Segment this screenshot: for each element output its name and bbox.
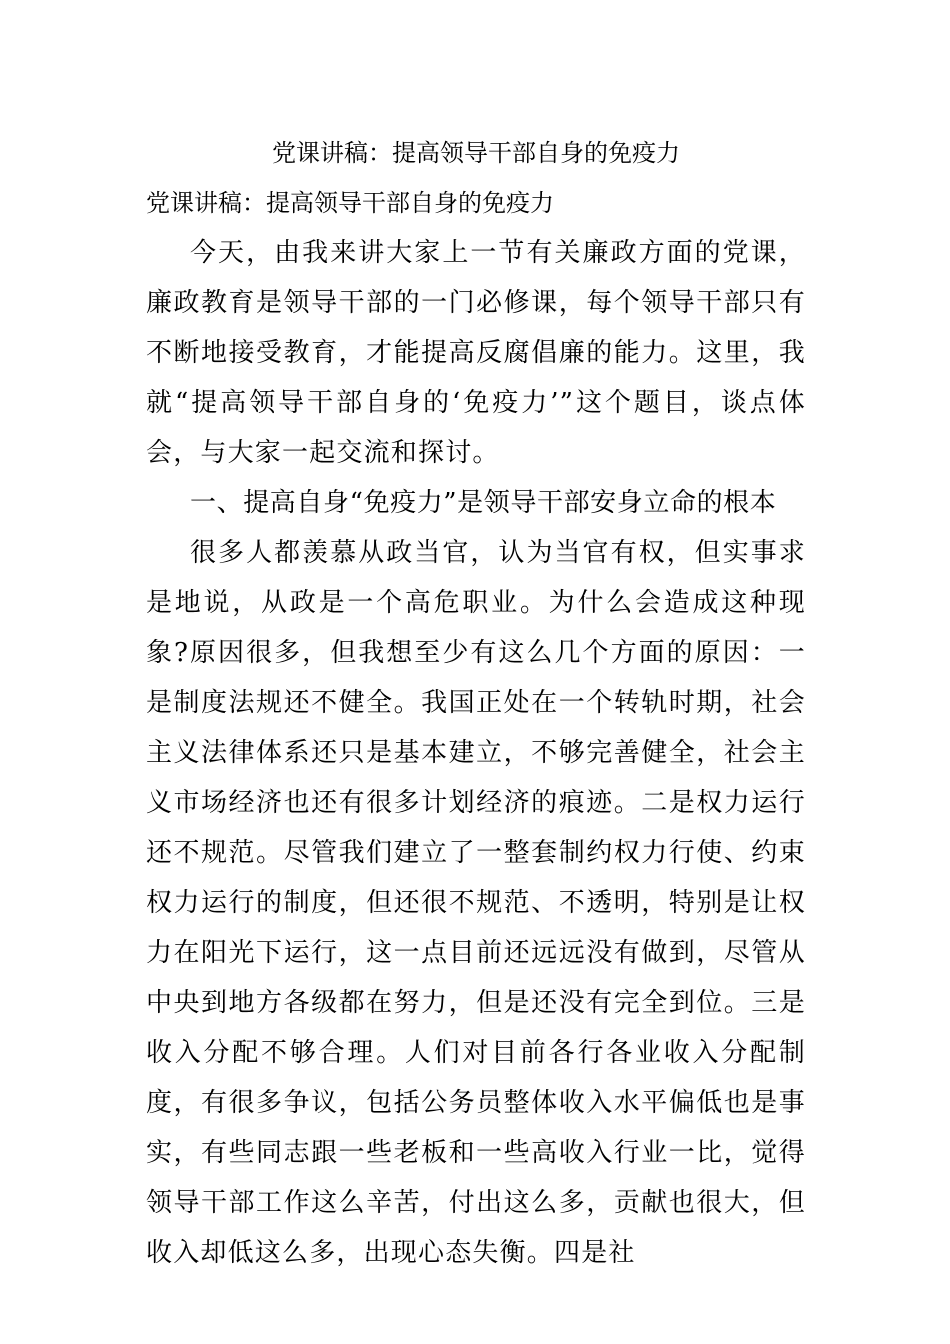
intro-paragraph: 今天，由我来讲大家上一节有关廉政方面的党课，廉政教育是领导干部的一门必修课，每个领导干部只有不断地接受教育，才能提高反腐倡廉的能力。这里，我就“提高领导干部自身的‘免疫力’”这个题目，谈点体会，与大家一起交流和探讨。 — [146, 238, 806, 468]
document-body — [146, 128, 806, 1278]
section-heading: 一、提高自身“免疫力”是领导干部安身立命的根本 — [190, 488, 777, 518]
body-paragraph: 很多人都羡慕从政当官，认为当官有权，但实事求是地说，从政是一个高危职业。为什么会造成这种现象?原因很多，但我想至少有这么几个方面的原因：一是制度法规还不健全。我国正处在一个转轨时期，社会主义法律体系还只是基本建立，不够完善健全，社会主义市场经济也还有很多计划经济的痕迹。二是权力运行还不规范。尽管我们建立了一整套制约权力行使、约束权力运行的制度，但还很不规范、不透明，特别是让权力在阳光下运行，这一点目前还远远没有做到，尽管从中央到地方各级都在努力，但是还没有完全到位。三是收入分配不够合理。人们对目前各行各业收入分配制度，有很多争议，包括公务员整体收入水平偏低也是事实，有些同志跟一些老板和一些高收入行业一比，觉得领导干部工作这么辛苦，付出这么多，贡献也很大，但收入却低这么多，出现心态失衡。四是社 — [146, 538, 806, 1268]
document-subtitle: 党课讲稿：提高领导干部自身的免疫力 — [146, 189, 554, 217]
document-title: 党课讲稿：提高领导干部自身的免疫力 — [272, 139, 680, 167]
